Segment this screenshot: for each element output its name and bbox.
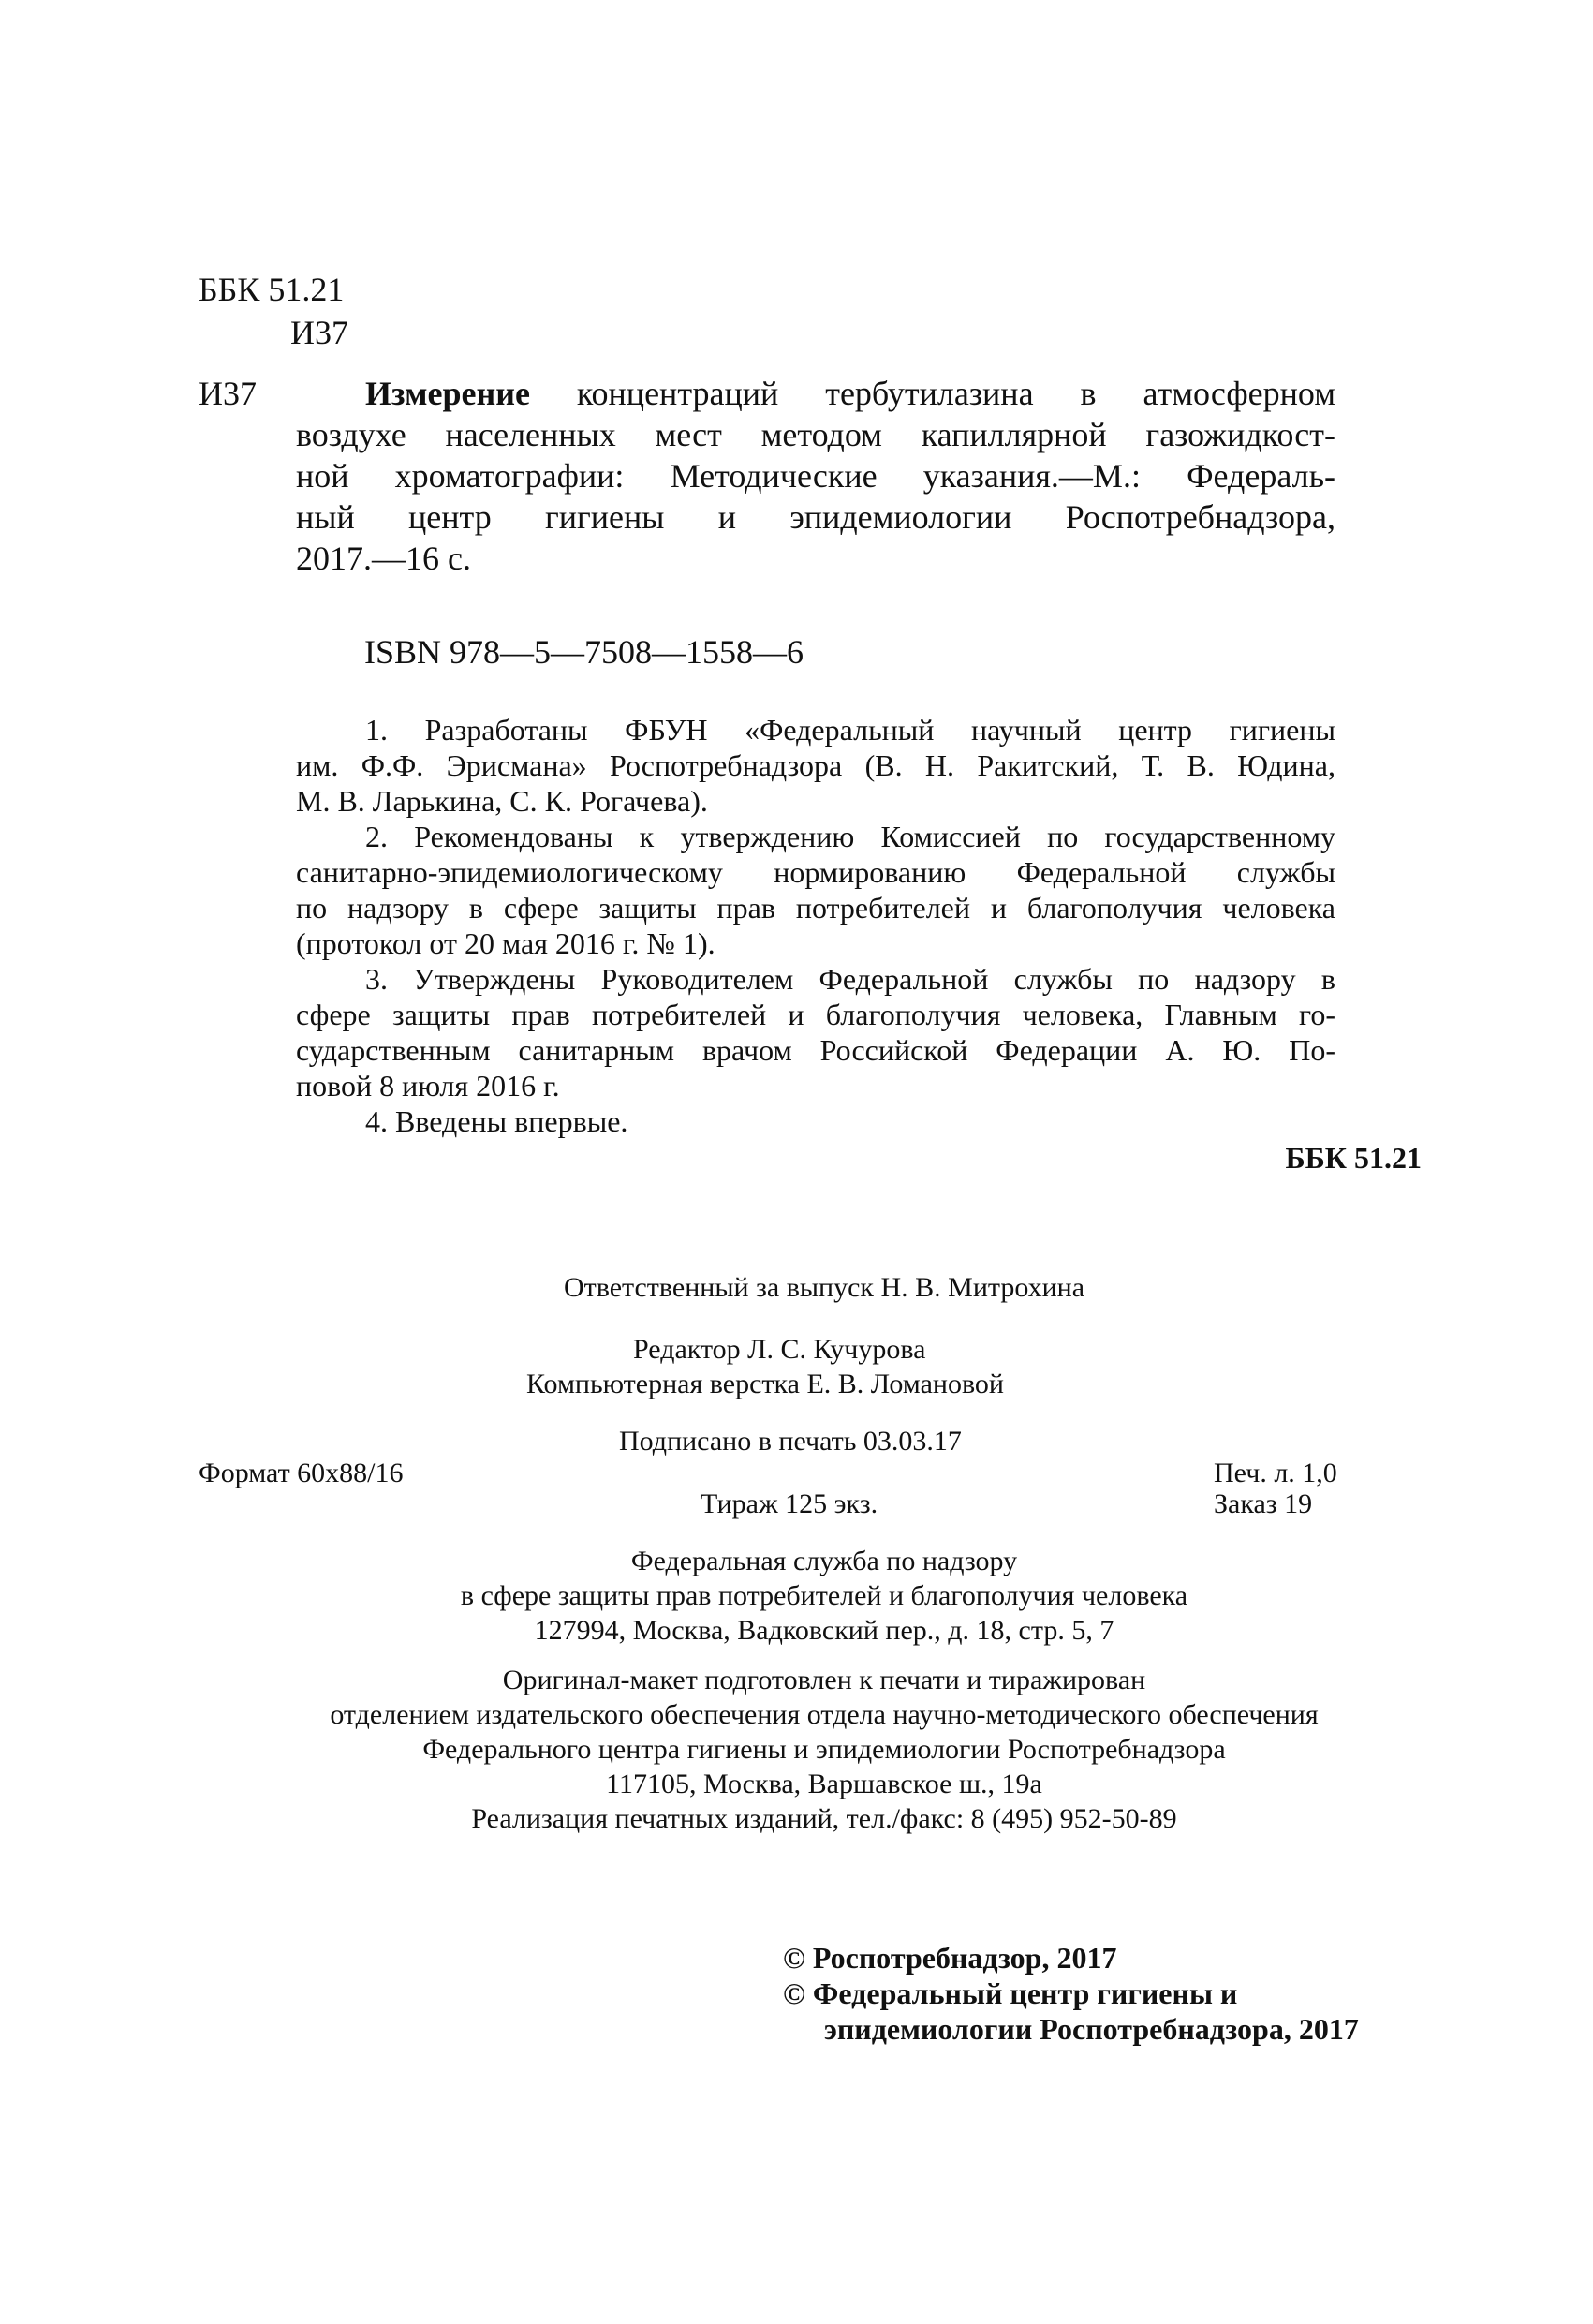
isbn: ISBN 978—5—7508—1558—6 (364, 633, 804, 671)
copyright-block (783, 1940, 1438, 2047)
info-item-3: 3. Утверждены Руководителем Федеральной службы по надзору в сфере защиты прав потребителей и благополучия человека, Главным го- сударственным санитарным врачом Российской Федерации А. Ю. По- повой 8 июля 2016 г. (296, 962, 1335, 1103)
order-number: Заказ 19 (1214, 1488, 1313, 1519)
info-item-1: 1. Разработаны ФБУН «Федеральный научный центр гигиены им. Ф.Ф. Эрисмана» Роспотребнадзора (В. Н. Ракитский, Т. В. Юдина, М. В. Ларькина, С. К. Рогачева). (296, 713, 1335, 818)
editor: Редактор Л. С. Кучурова (633, 1334, 926, 1365)
entry-title: Измерение (365, 375, 530, 412)
info-item-2: 2. Рекомендованы к утверждению Комиссией по государственному санитарно-эпидемиологическому нормированию Федеральной службы по надзору в сфере защиты прав потребителей и благополучия человека (протокол от 20 мая 2016 г. № 1). (296, 820, 1335, 960)
paper-format: Формат 60х88/16 (199, 1458, 404, 1488)
publisher-block: Федеральная служба по надзору в сфере защиты прав потребителей и благополучия человека 127994, Москва, Вадковский пер., д. 18, стр. 5, 7 (460, 1546, 1188, 1646)
copyright-line-2: © Федеральный центр гигиены и (783, 1976, 1238, 2010)
responsible-person: Ответственный за выпуск Н. В. Митрохина (563, 1272, 1085, 1303)
author-code-margin: И37 (199, 375, 257, 412)
copyright-line-1: © Роспотребнадзор, 2017 (783, 1941, 1117, 1975)
copyright-line-3: эпидемиологии Роспотребнадзора, 2017 (824, 2012, 1359, 2046)
bbk-code-header: ББК 51.21 (199, 271, 345, 308)
author-code-header: И37 (290, 314, 348, 351)
entry-line-5: 2017.—16 с. (296, 540, 471, 577)
printed-sheets: Печ. л. 1,0 (1214, 1458, 1337, 1488)
signed-date: Подписано в печать 03.03.17 (619, 1426, 962, 1457)
info-item-4: 4. Введены впервые. (365, 1104, 628, 1138)
entry-line-2: воздухе населенных мест методом капиллярной газожидкост- (296, 416, 1335, 453)
print-run: Тираж 125 экз. (701, 1488, 878, 1519)
imprint-credits (526, 1332, 1276, 1401)
bbk-code-footer: ББК 51.21 (1285, 1141, 1422, 1175)
printer-block: Оригинал-макет подготовлен к печати и тиражирован отделением издательского обеспечения отдела научно-методического обеспечения Федерального центра гигиены и эпидемиологии Роспотребнадзора 117105, Москва, Варшавское ш., 19а Реализация печатных изданий, тел./факс: 8 (495) 952-50-89 (330, 1665, 1319, 1834)
layout-designer: Компьютерная верстка Е. В. Ломановой (526, 1369, 1004, 1399)
info-list (296, 712, 1335, 1139)
entry-line-4: ный центр гигиены и эпидемиологии Роспотребнадзора, (296, 498, 1335, 536)
bibliographic-entry (296, 373, 1335, 579)
entry-line-3: ной хроматографии: Методические указания.—М.: Федераль- (296, 457, 1335, 495)
entry-line-1: Измерение концентраций тербутилазина в атмосферном (365, 375, 1335, 412)
